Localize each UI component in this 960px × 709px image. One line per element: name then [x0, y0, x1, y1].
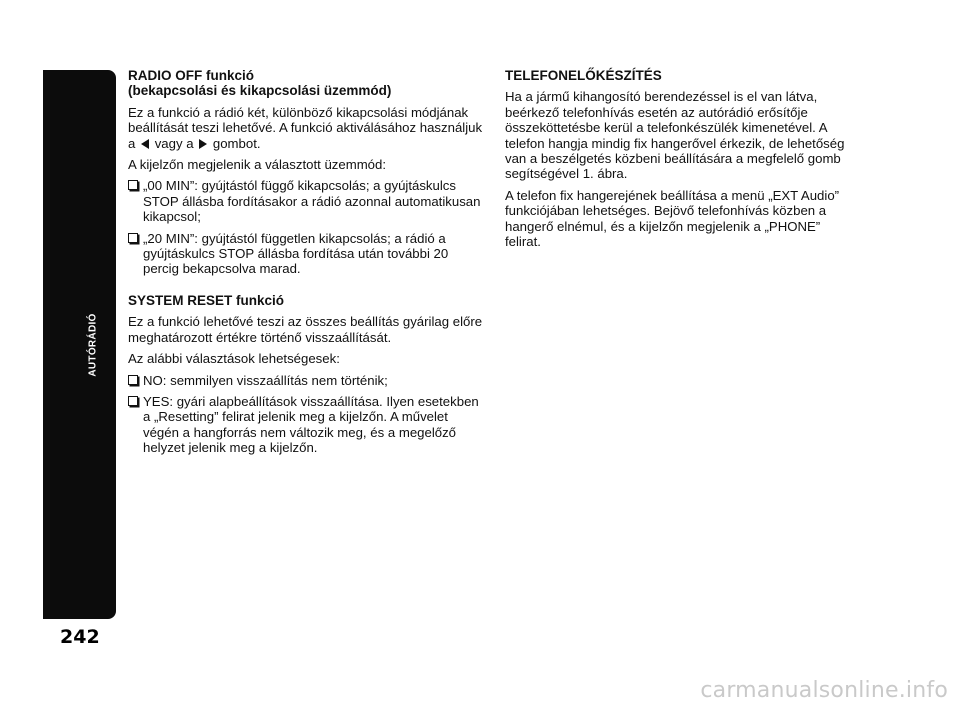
right-column [505, 68, 850, 255]
bullet-text: YES: gyári alapbeállítások visszaállítása. Ilyen esetekben a „Resetting” felirat jelenik meg a kijelzőn. A művelet végén a hangforrás nem változik meg, és a megelőző helyzet jelenik meg a kijelzőn. [143, 393, 479, 456]
display-line: A kijelzőn megjelenik a választott üzemmód: [128, 157, 387, 173]
chapter-label: AUTÓRÁDIÓ [87, 313, 99, 377]
bullet-text: „20 MIN”: gyújtástól független kikapcsolás; a rádió a gyújtáskulcs STOP állásba fordítása után további 20 percig bekapcsolva marad. [143, 230, 449, 277]
page-number: 242 [60, 626, 100, 648]
left-column [128, 68, 486, 462]
checkbox-bullet-icon [128, 375, 138, 385]
checkbox-bullet-icon [128, 233, 138, 243]
bullet-text: „00 MIN”: gyújtástól függő kikapcsolás; a gyújtáskulcs STOP állásba fordításakor a rádió azonnal automatikusan kikapcsol; [143, 178, 481, 225]
list-item [128, 231, 486, 277]
radio-off-heading-bold: RADIO OFF [128, 68, 203, 83]
telephone-heading: TELEFONELŐKÉSZÍTÉS [505, 68, 662, 83]
intro-text-1: Ez a funkció a rádió két, különböző kikapcsolási módjának beállítását teszi lehetővé. A funkció aktiválásához használjuk a [128, 104, 483, 151]
checkbox-bullet-icon [128, 396, 138, 406]
system-reset-heading [128, 293, 486, 308]
watermark: carmanualsonline.info [700, 678, 948, 703]
list-item [128, 394, 486, 456]
list-item [128, 178, 486, 224]
options-line: Az alábbi választások lehetségesek: [128, 351, 340, 367]
left-arrow-icon [141, 139, 149, 149]
checkbox-bullet-icon [128, 180, 138, 190]
telephone-paragraph-1: Ha a jármű kihangosító berendezéssel is el van látva, beérkező telefonhívás esetén az autórádió erősítője összeköttetésbe kerül a telefonkészülék kimenetével. A telefon hangja mindig fix hangerővel érkezik, de lehetőség van a beszélgetés közbeni beállítására a megfelelő gomb segítségével 1. ábra. [505, 89, 845, 182]
bullet-text: NO: semmilyen visszaállítás nem történik; [143, 372, 388, 388]
right-arrow-icon [199, 139, 207, 149]
system-reset-heading-bold: SYSTEM RESET [128, 292, 233, 308]
intro-text-3: gombot. [212, 135, 261, 151]
chapter-side-tab [43, 70, 116, 619]
radio-off-heading [128, 68, 486, 83]
radio-off-subheading: (bekapcsolási és kikapcsolási üzemmód) [128, 83, 392, 99]
telephone-paragraph-2: A telefon fix hangerejének beállítása a menü „EXT Audio” funkciójában lehetséges. Bejövő telefonhívás közben a hangerő elnémul, és a kijelzőn megjelenik a „PHONE” felirat. [505, 187, 840, 250]
reset-text: Ez a funkció lehetővé teszi az összes beállítás gyárilag előre meghatározott értékre történő visszaállítását. [128, 314, 483, 345]
system-reset-heading-rest: funkció [232, 292, 285, 308]
intro-text-2: vagy a [154, 135, 194, 151]
radio-off-heading-rest: funkció [202, 68, 255, 83]
radio-off-intro [128, 105, 486, 151]
list-item [128, 373, 486, 388]
